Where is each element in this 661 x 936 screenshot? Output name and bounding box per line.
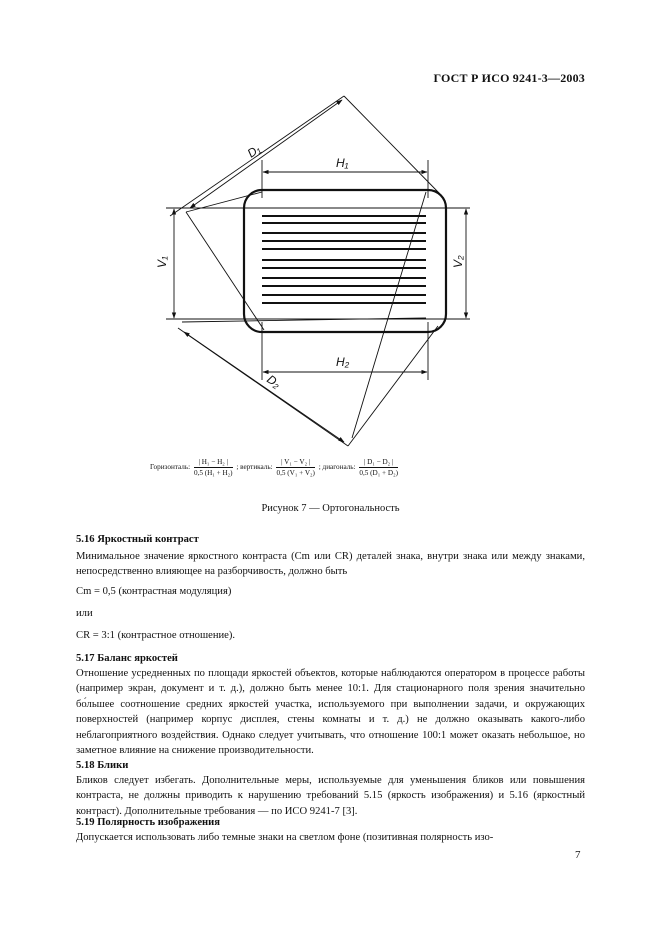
formula-horizontal-denominator: 0,5 (H₁ + H₂) [193, 469, 233, 477]
orthogonality-formula [150, 458, 580, 477]
diagonal-line-2 [186, 212, 264, 330]
formula-horizontal-numerator: | H₁ − H₂ | [194, 458, 233, 468]
dim-d2 [184, 332, 344, 442]
ext-line-d2-b [348, 326, 438, 446]
formula-horizontal-label: Горизонталь: [150, 463, 191, 472]
formula-diagonal-numerator: | D₁ − D₂ | [359, 458, 398, 468]
section-title-5-18: 5.18 Блики [76, 760, 129, 771]
formula-diagonal-denominator: 0,5 (D₁ + D₂) [359, 469, 398, 477]
ext-line-d1-b [344, 96, 440, 194]
diagonal-line-1 [186, 192, 262, 212]
formula-vertical-label: ; вертикаль: [236, 463, 273, 472]
label-v1: V₁ [155, 256, 169, 268]
label-v2: V₂ [451, 255, 465, 268]
orthogonality-figure [0, 0, 661, 460]
formula-vertical-numerator: | V₁ − V₂ | [276, 458, 314, 468]
equation-or: или [76, 608, 93, 619]
page-header-standard: ГОСТ Р ИСО 9241-3—2003 [433, 71, 585, 85]
section-5-19-paragraph: Допускается использовать либо темные знаки на светлом фоне (позитивная полярность изо- [76, 832, 494, 843]
section-title-5-17: 5.17 Баланс яркостей [76, 653, 178, 664]
page-number: 7 [575, 849, 581, 861]
section-5-18-paragraph: Бликов следует избегать. Дополнительные меры, используемые для уменьшения бликов или повышения контраста, не должны приводить к нарушению требований 5.15 (яркость изображения) и 5.16 (яркостный контраст). Дополнительные требования — по ИСО 9241-7 [3]. [76, 775, 585, 817]
screen-text-lines [262, 216, 426, 303]
diagonal-line-4 [352, 192, 426, 438]
equation-cm: Cm = 0,5 (контрастная модуляция) [76, 586, 232, 597]
label-h2: H₂ [336, 355, 350, 369]
section-title-5-16: 5.16 Яркостный контраст [76, 534, 199, 545]
dim-d1 [190, 100, 342, 208]
formula-diagonal-fraction [359, 458, 398, 477]
formula-horizontal-fraction [194, 458, 233, 477]
figure-caption: Рисунок 7 — Ортогональность [261, 503, 400, 514]
formula-vertical-denominator: 0,5 (V₁ + V₂) [276, 469, 315, 477]
section-title-5-19: 5.19 Полярность изображения [76, 817, 220, 828]
equation-cr: CR = 3:1 (контрастное отношение). [76, 630, 236, 641]
formula-vertical-fraction [276, 458, 314, 477]
label-d2: D₂ [264, 371, 284, 392]
section-5-16-paragraph: Минимальное значение яркостного контраста (Cm или CR) деталей знака, внутри знака или между знаками, непосредственно влияющее на разборчивость, должно быть [76, 551, 585, 578]
section-5-17-paragraph: Отношение усредненных по площади яркостей объектов, которые наблюдаются оператором в процессе работы (например экран, документ и т. д.), должно быть менее 10:1. Для стационарного поля зрения значительно бо́льшее соотношение средних яркостей участка, используемого при выполнении задачи, и окружающих поверхностей (например корпус дисплея, стены комнаты и т. д.) не должно оказывать какого-либо неблагоприятного воздействия. Однако следует учитывать, что отношение 100:1 может оказать небольшое, но заметное влияние на снижение производительности. [76, 668, 585, 757]
label-h1: H₁ [336, 156, 349, 170]
label-d1: D₁ [244, 141, 263, 161]
formula-diagonal-label: ; диагональ: [318, 463, 356, 472]
